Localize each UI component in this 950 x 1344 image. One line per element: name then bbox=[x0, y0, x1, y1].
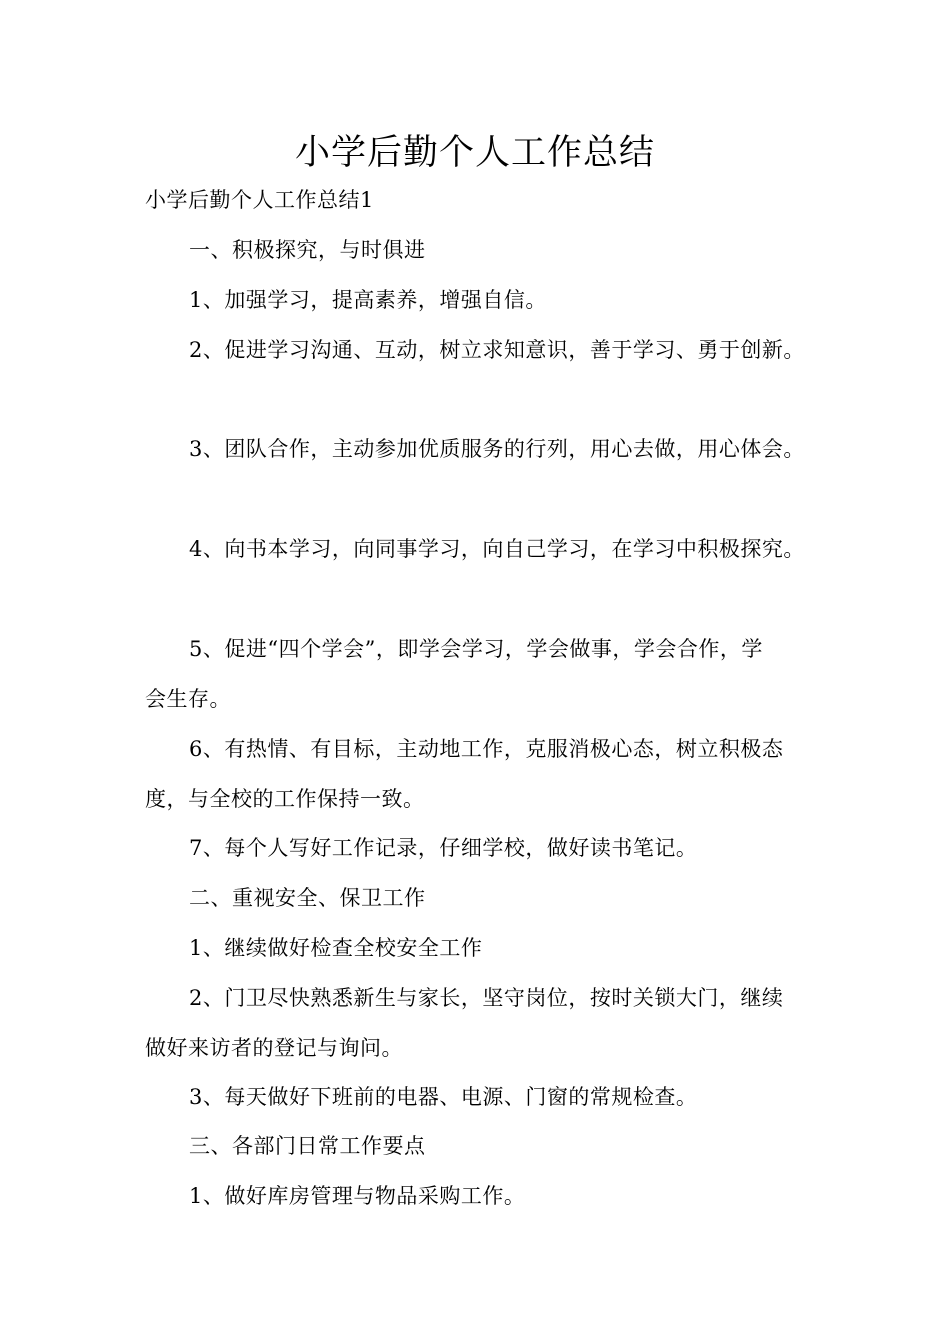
paragraph-1-2: 2、促进学习沟通、互动，树立求知意识，善于学习、勇于创新。 bbox=[189, 338, 805, 362]
paragraph-2-2-line-1: 2、门卫尽快熟悉新生与家长，坚守岗位，按时关锁大门，继续 bbox=[189, 986, 784, 1010]
paragraph-3-1: 1、做好库房管理与物品采购工作。 bbox=[189, 1184, 526, 1208]
document-subtitle: 小学后勤个人工作总结1 bbox=[145, 188, 374, 212]
paragraph-2-1: 1、继续做好检查全校安全工作 bbox=[189, 936, 483, 960]
paragraph-1-4: 4、向书本学习，向同事学习，向自己学习，在学习中积极探究。 bbox=[189, 537, 805, 561]
document-title: 小学后勤个人工作总结 bbox=[294, 133, 655, 173]
section-heading-1: 一、积极探究，与时俱进 bbox=[189, 238, 426, 262]
paragraph-1-7: 7、每个人写好工作记录，仔细学校，做好读书笔记。 bbox=[189, 836, 698, 860]
paragraph-1-1: 1、加强学习，提高素养，增强自信。 bbox=[189, 288, 547, 312]
paragraph-1-6-line-2: 度，与全校的工作保持一致。 bbox=[145, 787, 425, 811]
paragraph-1-5-line-1: 5、促进“四个学会”，即学会学习，学会做事，学会合作，学 bbox=[189, 637, 763, 661]
section-heading-3: 三、各部门日常工作要点 bbox=[189, 1134, 426, 1158]
paragraph-1-5-line-2: 会生存。 bbox=[145, 687, 231, 711]
paragraph-2-2-line-2: 做好来访者的登记与询问。 bbox=[145, 1036, 403, 1060]
paragraph-1-3: 3、团队合作，主动参加优质服务的行列，用心去做，用心体会。 bbox=[189, 437, 805, 461]
paragraph-2-3: 3、每天做好下班前的电器、电源、门窗的常规检查。 bbox=[189, 1085, 698, 1109]
paragraph-1-6-line-1: 6、有热情、有目标，主动地工作，克服消极心态，树立积极态 bbox=[189, 737, 784, 761]
section-heading-2: 二、重视安全、保卫工作 bbox=[189, 886, 426, 910]
